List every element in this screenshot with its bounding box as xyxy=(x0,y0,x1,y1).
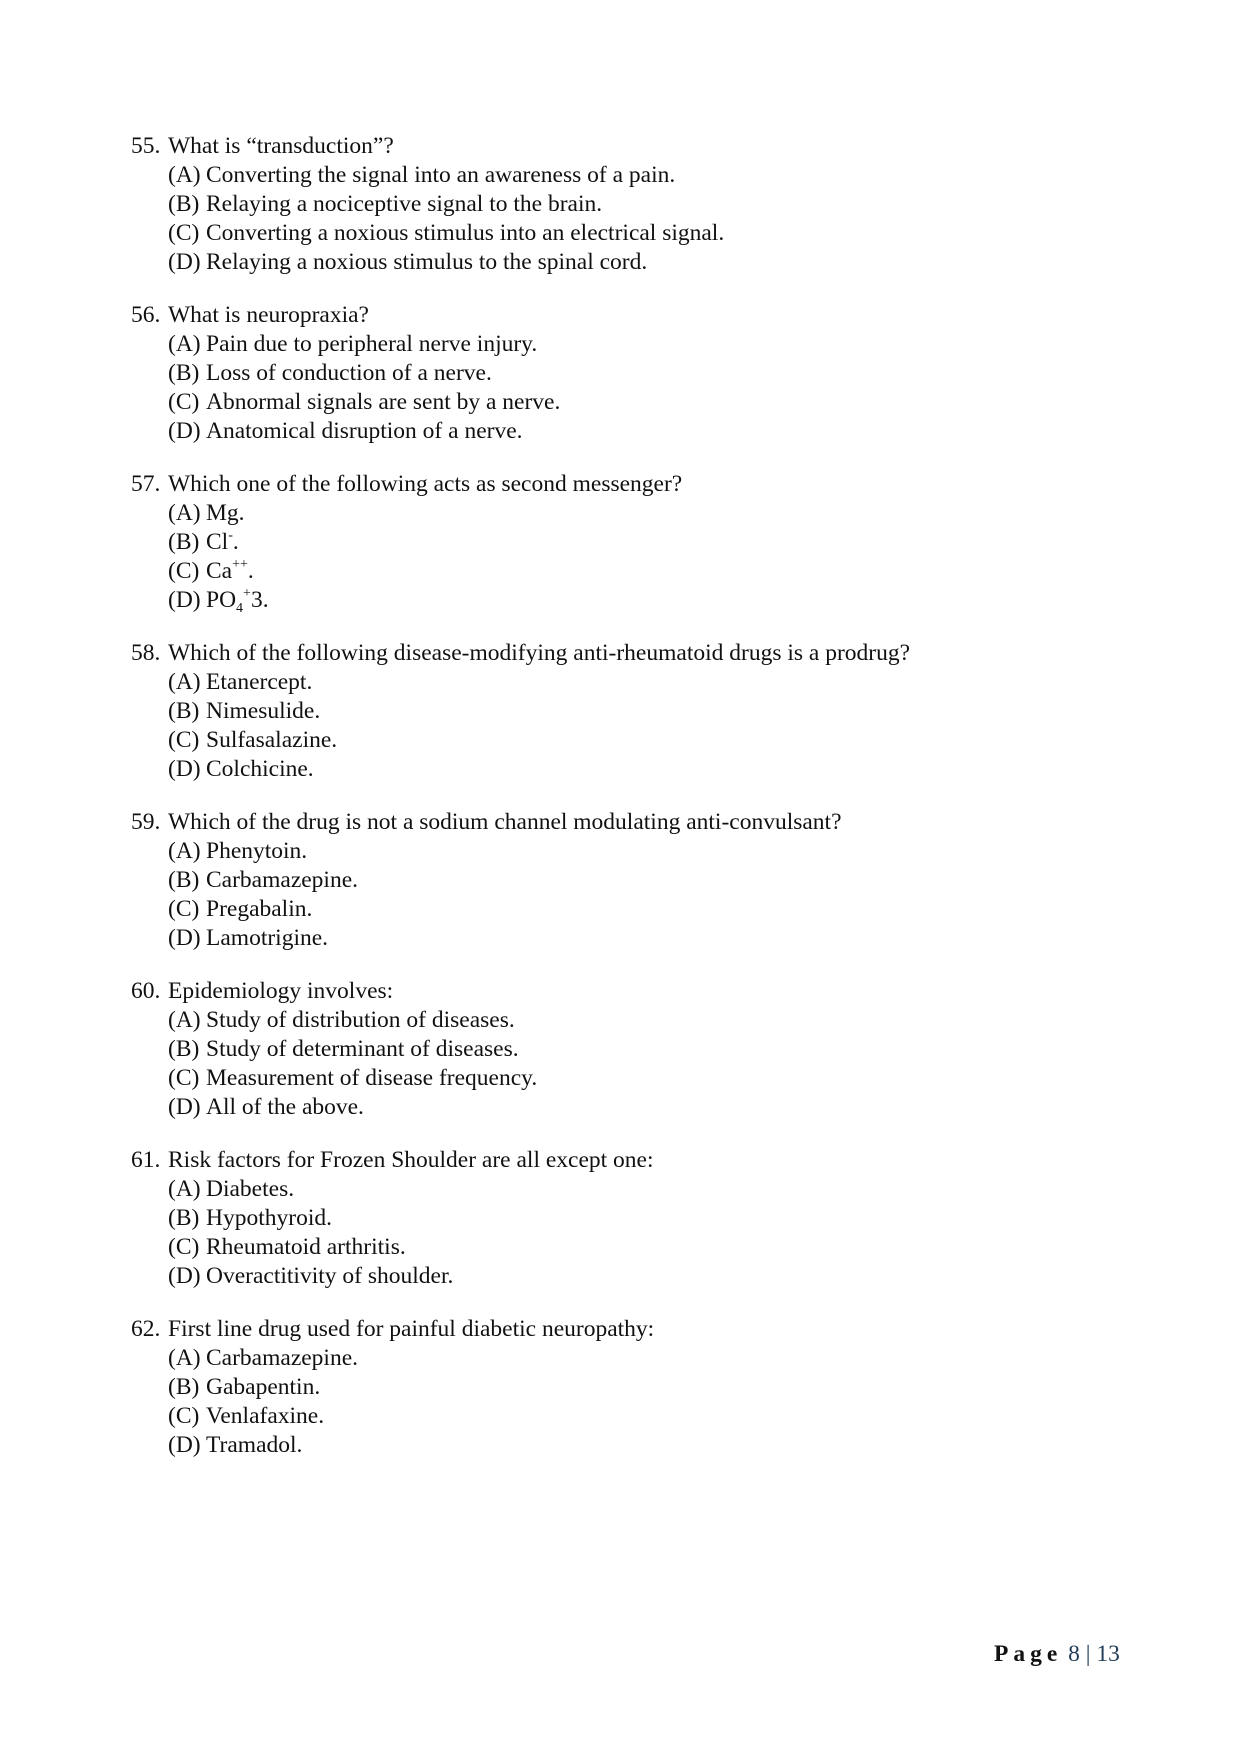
question-text: What is neuropraxia? xyxy=(168,302,369,328)
option-letter: (D) xyxy=(168,587,201,613)
option-list xyxy=(131,1175,1131,1291)
option-d xyxy=(168,755,1131,784)
option-letter: (D) xyxy=(168,1094,201,1120)
option-text: Pregabalin. xyxy=(206,896,313,922)
question-61 xyxy=(131,1146,1131,1291)
option-list xyxy=(131,668,1131,784)
option-text: Pain due to peripheral nerve injury. xyxy=(206,331,538,357)
option-list xyxy=(131,330,1131,446)
option-text: Phenytoin. xyxy=(206,838,308,864)
charge-superscript: + xyxy=(243,586,251,601)
option-tail: . xyxy=(232,529,239,555)
question-number: 62. xyxy=(131,1316,161,1342)
option-list xyxy=(131,1006,1131,1122)
option-a xyxy=(168,1175,1131,1204)
question-stem xyxy=(131,301,1131,330)
option-d xyxy=(168,248,1131,277)
question-62 xyxy=(131,1315,1131,1460)
option-text: Anatomical disruption of a nerve. xyxy=(206,418,523,444)
question-text: Risk factors for Frozen Shoulder are all except one: xyxy=(168,1147,654,1173)
option-letter: (C) xyxy=(168,220,200,246)
question-57 xyxy=(131,470,1131,615)
option-text: Relaying a noxious stimulus to the spinal cord. xyxy=(206,249,648,275)
option-letter: (B) xyxy=(168,191,200,217)
option-d xyxy=(168,417,1131,446)
question-text: Which of the drug is not a sodium channel modulating anti-convulsant? xyxy=(168,809,842,835)
option-letter: (C) xyxy=(168,1234,200,1260)
question-text: What is “transduction”? xyxy=(168,133,394,159)
question-number: 58. xyxy=(131,640,161,666)
option-d xyxy=(168,586,1131,615)
option-letter: (C) xyxy=(168,1403,200,1429)
option-list xyxy=(131,499,1131,615)
option-letter: (D) xyxy=(168,925,201,951)
option-a xyxy=(168,330,1131,359)
option-letter: (C) xyxy=(168,1065,200,1091)
option-text: Relaying a nociceptive signal to the brain. xyxy=(206,191,603,217)
option-letter: (B) xyxy=(168,1036,200,1062)
option-b xyxy=(168,190,1131,219)
option-a xyxy=(168,837,1131,866)
option-letter: (A) xyxy=(168,500,201,526)
question-stem xyxy=(131,1315,1131,1344)
option-text: Measurement of disease frequency. xyxy=(206,1065,538,1091)
option-c xyxy=(168,388,1131,417)
charge-superscript: ++ xyxy=(232,557,248,572)
question-55 xyxy=(131,132,1131,277)
question-number: 61. xyxy=(131,1147,161,1173)
option-text: Abnormal signals are sent by a nerve. xyxy=(206,389,561,415)
option-text: Rheumatoid arthritis. xyxy=(206,1234,406,1260)
option-text: Tramadol. xyxy=(206,1432,303,1458)
option-c xyxy=(168,1064,1131,1093)
option-d xyxy=(168,1262,1131,1291)
option-letter: (C) xyxy=(168,896,200,922)
question-stem xyxy=(131,1146,1131,1175)
option-letter: (B) xyxy=(168,698,200,724)
option-c xyxy=(168,557,1131,586)
option-letter: (D) xyxy=(168,1263,201,1289)
page-number-footer xyxy=(994,1640,1120,1669)
question-56 xyxy=(131,301,1131,446)
option-letter: (B) xyxy=(168,1205,200,1231)
option-letter: (C) xyxy=(168,727,200,753)
option-text: Mg. xyxy=(206,500,245,526)
option-b xyxy=(168,528,1131,557)
option-text: Sulfasalazine. xyxy=(206,727,338,753)
option-text: Gabapentin. xyxy=(206,1374,321,1400)
option-letter: (D) xyxy=(168,1432,201,1458)
option-text: Overactitivity of shoulder. xyxy=(206,1263,454,1289)
option-c xyxy=(168,895,1131,924)
option-text: Study of determinant of diseases. xyxy=(206,1036,519,1062)
chemical-symbol: PO xyxy=(206,587,237,613)
option-text: Venlafaxine. xyxy=(206,1403,325,1429)
option-letter: (A) xyxy=(168,669,201,695)
option-b xyxy=(168,697,1131,726)
option-letter: (D) xyxy=(168,249,201,275)
option-letter: (A) xyxy=(168,1176,201,1202)
option-letter: (D) xyxy=(168,418,201,444)
option-b xyxy=(168,1373,1131,1402)
option-a xyxy=(168,499,1131,528)
total-page-count: 13 xyxy=(1096,1641,1120,1667)
question-number: 56. xyxy=(131,302,161,328)
charge-superscript: - xyxy=(228,528,233,543)
option-c xyxy=(168,1402,1131,1431)
option-text: Colchicine. xyxy=(206,756,314,782)
atom-count-subscript: 4 xyxy=(236,601,244,616)
option-letter: (A) xyxy=(168,162,201,188)
option-d xyxy=(168,1431,1131,1460)
question-text: Epidemiology involves: xyxy=(168,978,394,1004)
option-text: Etanercept. xyxy=(206,669,313,695)
current-page-number: 8 xyxy=(1068,1641,1080,1667)
option-letter: (B) xyxy=(168,867,200,893)
question-stem xyxy=(131,639,1131,668)
option-list xyxy=(131,161,1131,277)
question-number: 60. xyxy=(131,978,161,1004)
option-letter: (A) xyxy=(168,1007,201,1033)
question-58 xyxy=(131,639,1131,784)
option-text: Converting a noxious stimulus into an electrical signal. xyxy=(206,220,725,246)
question-number: 55. xyxy=(131,133,161,159)
option-text: Hypothyroid. xyxy=(206,1205,332,1231)
question-number: 57. xyxy=(131,471,161,497)
option-text: Study of distribution of diseases. xyxy=(206,1007,515,1033)
option-letter: (D) xyxy=(168,756,201,782)
option-list xyxy=(131,837,1131,953)
option-letter: (B) xyxy=(168,1374,200,1400)
option-letter: (A) xyxy=(168,838,201,864)
option-letter: (C) xyxy=(168,389,200,415)
option-c xyxy=(168,726,1131,755)
option-b xyxy=(168,866,1131,895)
option-text: Lamotrigine. xyxy=(206,925,329,951)
option-b xyxy=(168,1035,1131,1064)
option-letter: (A) xyxy=(168,331,201,357)
question-list xyxy=(131,132,1131,1484)
question-number: 59. xyxy=(131,809,161,835)
option-a xyxy=(168,1006,1131,1035)
option-list xyxy=(131,1344,1131,1460)
option-a xyxy=(168,668,1131,697)
option-letter: (B) xyxy=(168,360,200,386)
option-text: Diabetes. xyxy=(206,1176,295,1202)
chemical-symbol: Cl xyxy=(206,529,229,555)
option-d xyxy=(168,924,1131,953)
option-c xyxy=(168,1233,1131,1262)
option-d xyxy=(168,1093,1131,1122)
option-text: Carbamazepine. xyxy=(206,867,359,893)
question-text: Which one of the following acts as second messenger? xyxy=(168,471,683,497)
chemical-symbol: Ca xyxy=(206,558,233,584)
option-text: All of the above. xyxy=(206,1094,364,1120)
option-tail: 3. xyxy=(250,587,269,613)
option-letter: (B) xyxy=(168,529,200,555)
option-tail: . xyxy=(247,558,254,584)
question-text: Which of the following disease-modifying anti-rheumatoid drugs is a prodrug? xyxy=(168,640,911,666)
page-label: Page xyxy=(994,1641,1063,1667)
question-stem xyxy=(131,808,1131,837)
option-c xyxy=(168,219,1131,248)
option-text: Nimesulide. xyxy=(206,698,321,724)
option-b xyxy=(168,359,1131,388)
option-a xyxy=(168,161,1131,190)
option-letter: (A) xyxy=(168,1345,201,1371)
question-stem xyxy=(131,132,1131,161)
question-stem xyxy=(131,977,1131,1006)
option-text: Converting the signal into an awareness of a pain. xyxy=(206,162,676,188)
option-letter: (C) xyxy=(168,558,200,584)
option-text: Carbamazepine. xyxy=(206,1345,359,1371)
option-text: Loss of conduction of a nerve. xyxy=(206,360,492,386)
question-60 xyxy=(131,977,1131,1122)
option-a xyxy=(168,1344,1131,1373)
option-b xyxy=(168,1204,1131,1233)
question-59 xyxy=(131,808,1131,953)
question-stem xyxy=(131,470,1131,499)
page-separator: | xyxy=(1085,1641,1091,1667)
question-text: First line drug used for painful diabetic neuropathy: xyxy=(168,1316,655,1342)
